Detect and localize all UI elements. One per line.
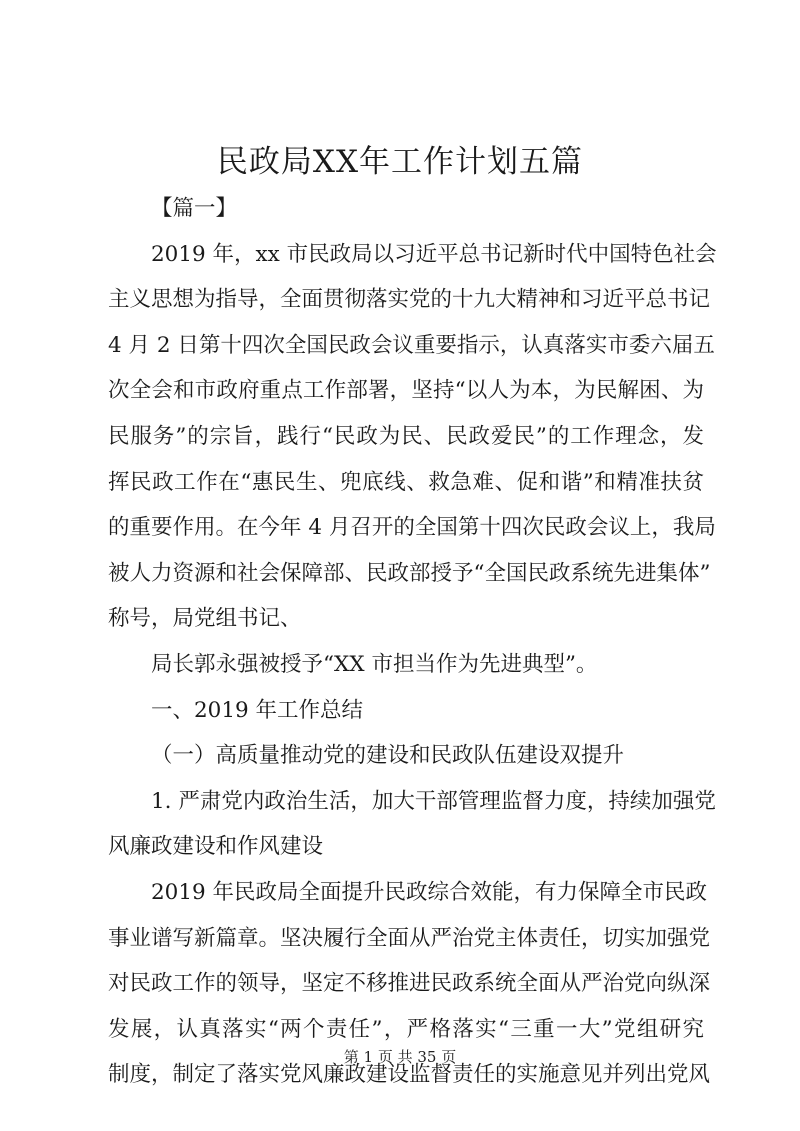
paragraph-line: 2019 年，xx 市民政局以习近平总书记新时代中国特色社会	[151, 241, 717, 267]
item-1	[108, 779, 716, 870]
paragraph-line: 2019 年民政局全面提升民政综合效能，有力保障全市民政	[151, 879, 708, 905]
paragraph-1	[108, 232, 717, 642]
paragraph-line: 主义思想为指导，全面贯彻落实党的十九大精神和习近平总书记	[108, 287, 711, 313]
paragraph-line: 事业谱写新篇章。坚决履行全面从严治党主体责任，切实加强党	[108, 925, 711, 951]
paragraph-line: 对民政工作的领导，坚定不移推进民政系统全面从严治党向纵深	[108, 971, 711, 997]
page-number-footer: 第 1 页 共 35 页	[343, 1048, 457, 1066]
document-body	[108, 186, 717, 1098]
paragraph-line: 民服务”的宗旨，践行“民政为民、民政爱民”的工作理念，发	[108, 423, 704, 449]
paragraph-2: 局长郭永强被授予“XX 市担当作为先进典型”。	[151, 651, 598, 677]
section-marker: 【篇一】	[151, 196, 238, 221]
paragraph-line: 挥民政工作在“惠民生、兜底线、救急难、促和谐”和精准扶贫	[108, 469, 704, 495]
paragraph-line: 制度，制定了落实党风廉政建设监督责任的实施意见并列出党风	[108, 1062, 711, 1088]
paragraph-line: 被人力资源和社会保障部、民政部授予“全国民政系统先进集体”	[108, 560, 711, 586]
paragraph-line: 次全会和市政府重点工作部署，坚持“以人为本，为民解困、为	[108, 378, 704, 404]
paragraph-line: 发展，认真落实“两个责任”，严格落实“三重一大”党组研究	[108, 1016, 704, 1042]
paragraph-line: 的重要作用。在今年 4 月召开的全国第十四次民政会议上，我局	[108, 515, 716, 541]
paragraph-line: 4 月 2 日第十四次全国民政会议重要指示，认真落实市委六届五	[108, 332, 715, 358]
heading-level-2: （一）高质量推动党的建设和民政队伍建设双提升	[151, 743, 625, 769]
item-line: 1. 严肃党内政治生活，加大干部管理监督力度，持续加强党	[151, 788, 716, 814]
document-title: 民政局XX年工作计划五篇	[216, 144, 584, 180]
item-line: 风廉政建设和作风建设	[108, 834, 324, 860]
heading-level-1: 一、2019 年工作总结	[151, 697, 364, 723]
paragraph-line: 称号，局党组书记、	[108, 606, 302, 632]
